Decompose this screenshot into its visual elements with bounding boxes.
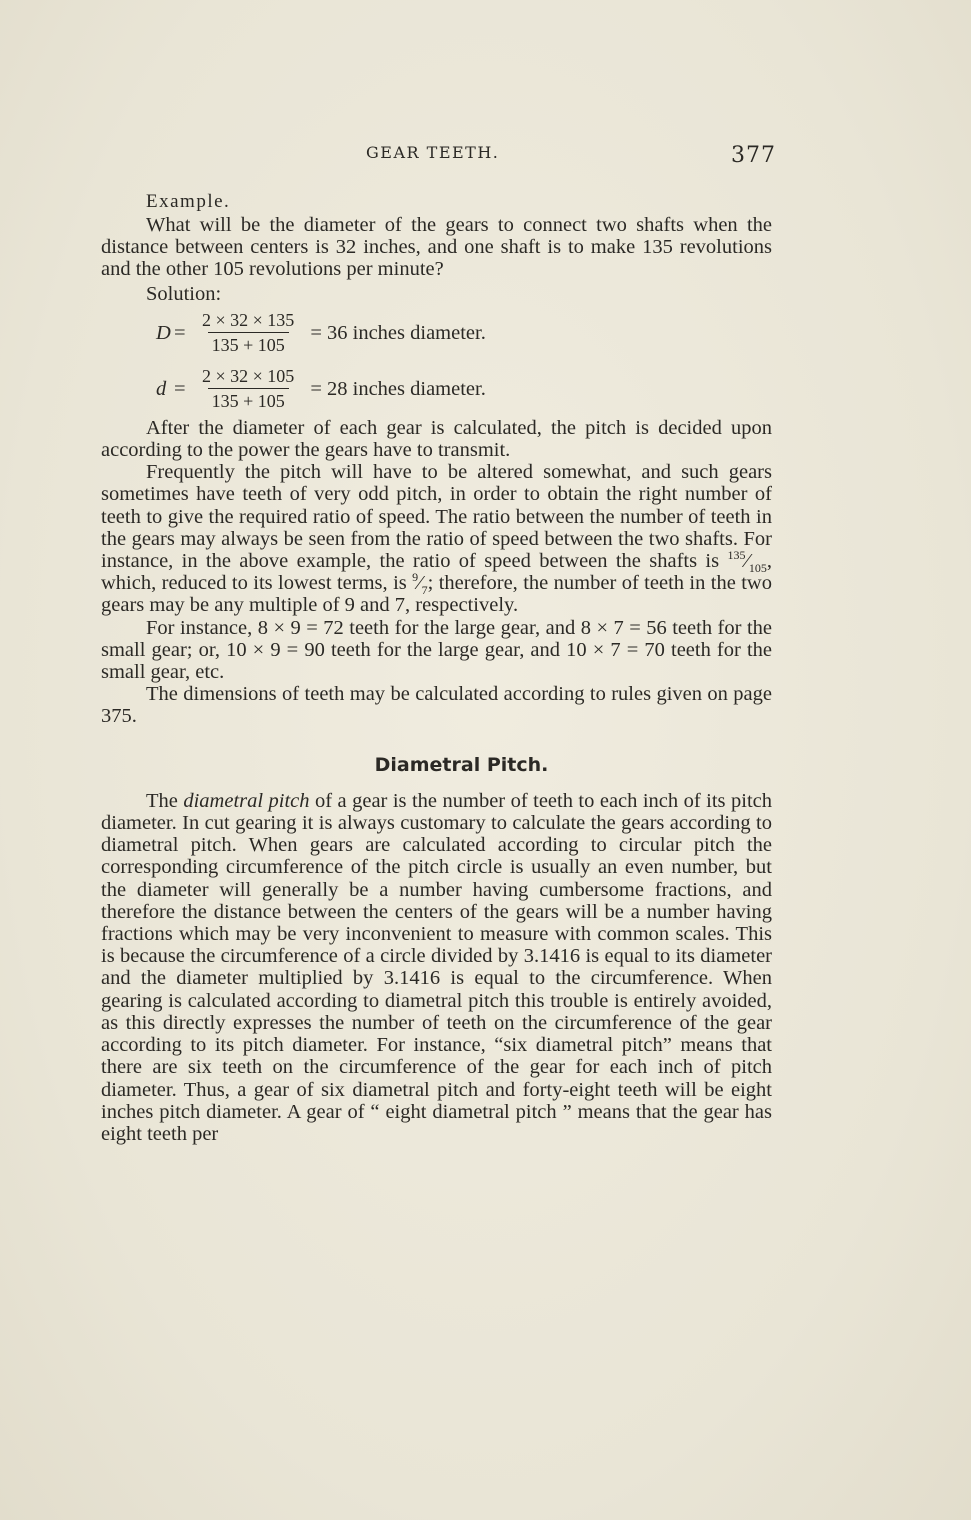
equals-sign: = (174, 377, 186, 400)
running-header: GEAR TEETH. (366, 143, 500, 162)
emphasized-term: diametral pitch (183, 789, 310, 812)
example-question: What will be the diameter of the gears to connect two shafts when the distance between centers is 32 inches, and one shaft is to make 135 revolutions and the other 105 revolutions per minute? (101, 214, 772, 281)
paragraph-diametral-pitch (101, 790, 772, 1145)
equation-large-gear (156, 305, 772, 361)
text-run: The (146, 789, 184, 812)
fraction-denominator: 135 + 105 (208, 388, 289, 411)
paragraph-dimensions: The dimensions of teeth may be calculated according to rules given on page 375. (101, 683, 772, 728)
example-heading: Example. (146, 191, 231, 212)
fraction-subscript: 105 (748, 561, 767, 576)
equation-small-gear (156, 361, 772, 417)
paragraph-pitch-decided: After the diameter of each gear is calculated, the pitch is decided upon according to the power the gears have to transmit. (101, 416, 772, 462)
paragraph-odd-pitch: Frequently the pitch will have to be altered somewhat, and such gears sometimes have teeth of very odd pitch, in order to obtain the right number of teeth to give the required ratio of speed. The ratio between the number of teeth in the gears may always be seen from the ratio of speed between the two shafts. For instance, in the above example, the ratio of speed between the shafts is $^{135}⁄_{105}$, which, reduced to its lowest terms, is $^9⁄_7$; therefore, the number of teeth in the two gears may be any multiple of 9 and 7, respectively. (101, 461, 772, 617)
equation-fraction (198, 366, 298, 411)
page-body (101, 190, 772, 1145)
equation-result: = 36 inches diameter. (310, 321, 486, 344)
section-heading: Diametral Pitch. (374, 753, 549, 776)
text-run: , which, reduced to its lowest terms, is (101, 550, 772, 595)
text-run: Frequently the pitch will have to be altered somewhat, and such gears sometimes have teeth of very odd pitch, in order to obtain the right number of teeth to give the required ratio of speed. The ratio between the number of teeth in the gears may always be seen from the ratio of speed between the two shafts. For instance, in the above example, the ratio of speed between the shafts is (101, 461, 772, 573)
equation-variable: d (156, 377, 167, 400)
page-number: 377 (731, 143, 776, 168)
fraction-superscript: 135 (727, 548, 746, 563)
solution-label: Solution: (146, 282, 222, 305)
fraction-subscript: 7 (421, 583, 428, 598)
fraction-denominator: 135 + 105 (208, 332, 289, 355)
equation-variable: D (156, 321, 171, 344)
equation-result: = 28 inches diameter. (310, 377, 486, 400)
fraction-numerator: 2 × 32 × 105 (202, 366, 295, 387)
fraction-superscript: 9 (412, 570, 419, 585)
text-run: of a gear is the number of teeth to each inch of its pitch diameter. In cut gearing it is always customary to calculate the gears according to diametral pitch. When gears are calculated according to circular pitch the corresponding circumference of the pitch circle is usually an even number, but the diameter will generally be a number having cumbersome fractions, and therefore the distance between the centers of the gears will be a number having fractions which may be very inconvenient to measure with common scales. This is because the circumference of a circle divided by 3.1416 is equal to its diameter and the diameter multiplied by 3.1416 is equal to the circumference. When gearing is calculated according to diametral pitch this trouble is entirely avoided, as this directly expresses the number of teeth on the circumference of the gear according to its pitch diameter. For instance, “six diametral pitch” means that there are six teeth on the circumference of the gear for each inch of pitch diameter. Thus, a gear of six diametral pitch and forty-eight teeth will be eight inches pitch diameter. A gear of “ eight diametral pitch ” means that the gear has eight teeth per (101, 789, 772, 1145)
paragraph-multiples-example: For instance, 8 × 9 = 72 teeth for the large gear, and 8 × 7 = 56 teeth for the small gear; or, 10 × 9 = 90 teeth for the large gear, and 10 × 7 = 70 teeth for the small gear, etc. (101, 616, 772, 684)
equals-sign: = (174, 321, 186, 344)
fraction-numerator: 2 × 32 × 135 (202, 310, 295, 331)
equation-fraction (198, 310, 298, 355)
text-run: ; therefore, the number of teeth in the two gears may be any multiple of 9 and 7, respectively. (101, 572, 772, 617)
